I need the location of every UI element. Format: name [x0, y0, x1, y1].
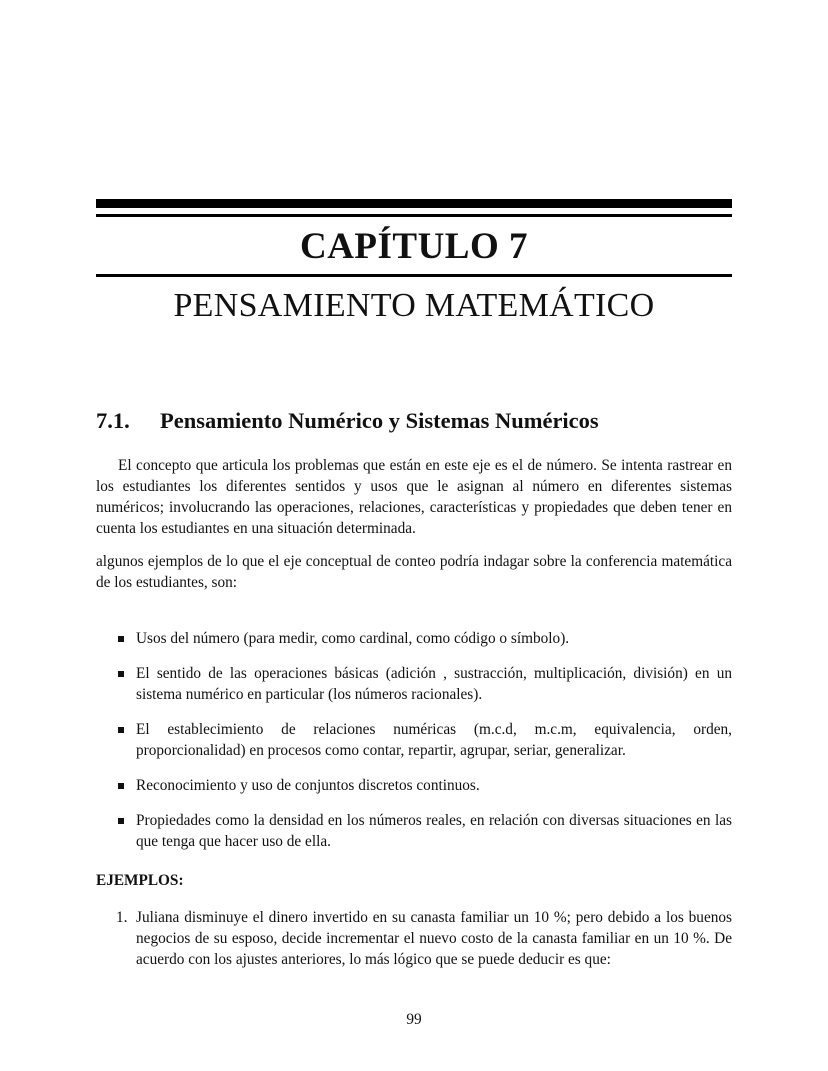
bullet-text: El sentido de las operaciones básicas (adición , sustracción, multiplicación, división) en un sistema numérico en particular (los números racionales).: [136, 665, 732, 703]
chapter-rule-thick: [96, 199, 732, 208]
square-bullet-icon: [118, 818, 124, 824]
bullet-text: Propiedades como la densidad en los números reales, en relación con diversas situaciones en las que tenga que hacer uso de ella.: [136, 812, 732, 850]
list-item: [96, 719, 732, 761]
list-item: [96, 810, 732, 852]
examples-intro-paragraph: algunos ejemplos de lo que el eje conceptual de conteo podría indagar sobre la conferencia matemática de los estudiantes, son:: [96, 553, 732, 591]
chapter-title: PENSAMIENTO MATEMÁTICO: [173, 287, 655, 324]
example-list: [96, 907, 732, 970]
example-number: 1.: [116, 909, 128, 926]
list-item: [96, 663, 732, 705]
square-bullet-icon: [118, 783, 124, 789]
section-title: Pensamiento Numérico y Sistemas Numéricos: [160, 408, 599, 433]
example-text: Juliana disminuye el dinero invertido en su canasta familiar un 10 %; pero debido a los buenos negocios de su esposo, decide incrementar el nuevo costo de la canasta familiar en un 10 %. De acuerdo con los ajustes anteriores, lo más lógico que se puede deducir es que:: [136, 909, 732, 968]
chapter-label: CAPÍTULO 7: [299, 226, 529, 267]
bullet-text: El establecimiento de relaciones numéricas (m.c.d, m.c.m, equivalencia, orden, proporcionalidad) en procesos como contar, repartir, agrupar, seriar, generalizar.: [136, 721, 732, 759]
example-item: [96, 907, 732, 970]
intro-paragraph: El concepto que articula los problemas que están en este eje es el de número. Se intenta rastrear en los estudiantes los diferentes sentidos y usos que le asignan al número en diferentes sistemas numéricos; involucrando las operaciones, relaciones, características y propiedades que deben tener en cuenta los estudiantes en una situación determinada.: [96, 457, 732, 537]
bullet-text: Usos del número (para medir, como cardinal, como código o símbolo).: [136, 630, 570, 647]
examples-heading: EJEMPLOS:: [96, 872, 184, 889]
square-bullet-icon: [118, 671, 124, 677]
bullet-text: Reconocimiento y uso de conjuntos discretos continuos.: [136, 777, 480, 794]
square-bullet-icon: [118, 727, 124, 733]
list-item: [96, 775, 732, 796]
chapter-rule-thin-top: [96, 214, 732, 217]
square-bullet-icon: [118, 636, 124, 642]
page-number: 99: [406, 1011, 422, 1028]
section-number: 7.1.: [96, 408, 130, 433]
chapter-rule-thin-bottom: [96, 274, 732, 277]
concept-bullet-list: [96, 628, 732, 852]
section-heading: [96, 408, 732, 434]
list-item: [96, 628, 732, 649]
